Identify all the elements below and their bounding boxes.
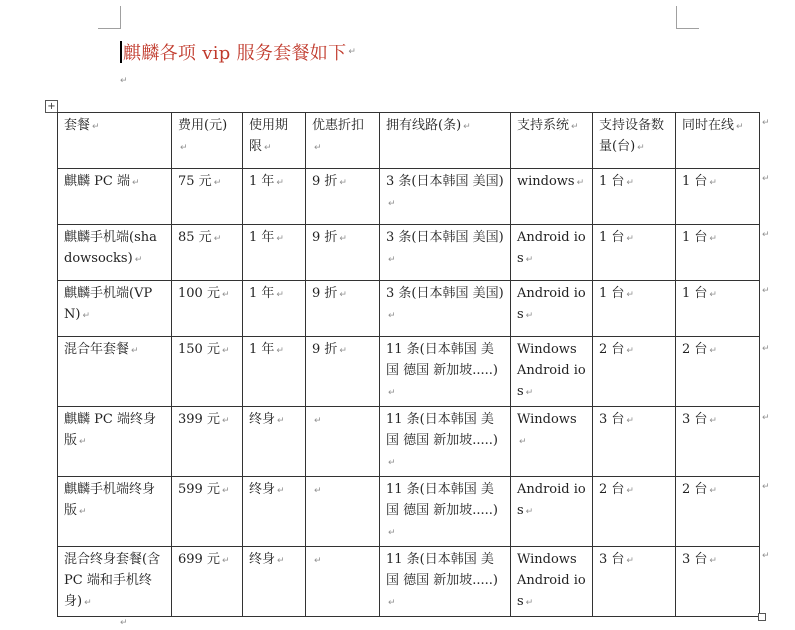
cell-mark-icon: ↵ (131, 346, 139, 356)
cell-mark-icon: ↵ (84, 598, 92, 608)
table-cell[interactable]: 麒麟手机端终身版 ↵ (58, 477, 172, 547)
table-cell[interactable]: 1 台 ↵ (593, 225, 676, 281)
cell-mark-icon: ↵ (221, 486, 230, 496)
header-cell[interactable]: 优惠折扣↵ (306, 113, 380, 169)
table-cell[interactable]: 100 元 ↵ (172, 281, 243, 337)
table-cell[interactable]: 9 折 ↵ (306, 225, 380, 281)
table-cell[interactable]: 11 条(日本韩国 美国 德国 新加坡.....)↵ (380, 407, 511, 477)
cell-mark-icon: ↵ (709, 290, 717, 300)
table-cell[interactable]: 699 元 ↵ (172, 547, 243, 617)
cell-mark-icon: ↵ (637, 143, 645, 153)
cell-mark-icon: ↵ (388, 458, 396, 468)
table-cell[interactable]: 3 台 ↵ (593, 547, 676, 617)
cell-mark-icon: ↵ (626, 290, 634, 300)
table-cell[interactable]: 9 折 ↵ (306, 337, 380, 407)
cell-mark-icon: ↵ (213, 178, 222, 188)
cell-mark-icon: ↵ (277, 486, 285, 496)
table-cell[interactable]: 1 台 ↵ (676, 169, 760, 225)
table-cell[interactable]: 1 年 ↵ (243, 337, 306, 407)
cell-mark-icon: ↵ (276, 178, 284, 188)
table-cell[interactable]: 1 年 ↵ (243, 169, 306, 225)
header-cell[interactable]: 套餐 ↵ (58, 113, 172, 169)
row-end-mark-icon: ↵ (762, 118, 770, 128)
row-end-mark-icon: ↵ (762, 413, 770, 423)
table-cell[interactable]: 150 元 ↵ (172, 337, 243, 407)
cell-mark-icon: ↵ (709, 556, 717, 566)
page-corner-mark-right (676, 6, 699, 29)
header-cell[interactable]: 支持系统 ↵ (511, 113, 593, 169)
cell-mark-icon: ↵ (525, 507, 534, 517)
cell-mark-icon: ↵ (626, 234, 634, 244)
table-header-row (58, 113, 760, 169)
table-cell[interactable]: 1 台 ↵ (593, 281, 676, 337)
table-row (58, 477, 760, 547)
table-cell[interactable]: 85 元 ↵ (172, 225, 243, 281)
table-cell[interactable]: 混合终身套餐(含 PC 端和手机终身) ↵ (58, 547, 172, 617)
row-end-mark-icon: ↵ (762, 286, 770, 296)
cell-mark-icon: ↵ (525, 598, 534, 608)
table-cell[interactable]: 11 条(日本韩国 美国 德国 新加坡.....)↵ (380, 547, 511, 617)
table-cell[interactable]: 3 台 ↵ (676, 547, 760, 617)
table-cell[interactable]: 75 元 ↵ (172, 169, 243, 225)
table-cell[interactable]: 9 折 ↵ (306, 169, 380, 225)
cell-mark-icon: ↵ (388, 598, 396, 608)
table-cell[interactable]: 终身 ↵ (243, 477, 306, 547)
cell-mark-icon: ↵ (339, 234, 347, 244)
table-cell[interactable]: 2 台 ↵ (676, 337, 760, 407)
cell-mark-icon: ↵ (221, 556, 230, 566)
table-cell[interactable]: 1 台 ↵ (593, 169, 676, 225)
table-cell[interactable]: 599 元 ↵ (172, 477, 243, 547)
table-cell[interactable]: 麒麟手机端(shadowsocks) ↵ (58, 225, 172, 281)
cell-mark-icon: ↵ (264, 143, 272, 153)
cell-mark-icon: ↵ (314, 416, 322, 426)
header-cell[interactable]: 拥有线路(条) ↵ (380, 113, 511, 169)
table-cell[interactable]: 2 台 ↵ (676, 477, 760, 547)
table-cell[interactable]: 3 条(日本韩国 美国)↵ (380, 225, 511, 281)
table-cell[interactable]: 3 条(日本韩国 美国)↵ (380, 281, 511, 337)
table-cell[interactable]: 麒麟手机端(VPN) ↵ (58, 281, 172, 337)
cell-mark-icon: ↵ (314, 486, 322, 496)
cell-mark-icon: ↵ (180, 143, 188, 153)
cell-mark-icon: ↵ (339, 346, 347, 356)
cell-mark-icon: ↵ (79, 437, 87, 447)
cell-mark-icon: ↵ (626, 178, 634, 188)
plans-table[interactable] (57, 112, 760, 617)
table-cell[interactable]: 3 台 ↵ (593, 407, 676, 477)
cell-mark-icon: ↵ (276, 234, 284, 244)
paragraph-mark-icon: ↵ (120, 76, 128, 86)
table-cell[interactable]: 2 台 ↵ (593, 477, 676, 547)
cell-mark-icon: ↵ (221, 290, 230, 300)
paragraph-mark-icon: ↵ (348, 47, 356, 57)
table-cell[interactable]: 399 元 ↵ (172, 407, 243, 477)
cell-mark-icon: ↵ (82, 311, 90, 321)
header-cell[interactable]: 使用期限 ↵ (243, 113, 306, 169)
cell-mark-icon: ↵ (339, 178, 347, 188)
table-cell[interactable] (306, 407, 380, 477)
table-cell[interactable]: Android ios ↵ (511, 281, 593, 337)
cell-mark-icon: ↵ (709, 486, 717, 496)
table-cell[interactable]: 麒麟 PC 端终身版 ↵ (58, 407, 172, 477)
row-end-mark-icon: ↵ (762, 344, 770, 354)
cell-mark-icon: ↵ (525, 388, 534, 398)
table-cell[interactable]: Windows Android ios ↵ (511, 547, 593, 617)
cell-mark-icon: ↵ (519, 437, 527, 447)
table-cell[interactable]: 1 年 ↵ (243, 281, 306, 337)
table-row (58, 225, 760, 281)
header-cell[interactable]: 费用(元)↵ (172, 113, 243, 169)
table-row (58, 169, 760, 225)
cell-mark-icon: ↵ (134, 255, 143, 265)
cell-mark-icon: ↵ (576, 178, 585, 188)
table-cell[interactable]: 2 台 ↵ (593, 337, 676, 407)
row-end-mark-icon: ↵ (762, 230, 770, 240)
cell-mark-icon: ↵ (388, 528, 396, 538)
row-end-mark-icon: ↵ (762, 482, 770, 492)
cell-mark-icon: ↵ (276, 290, 284, 300)
paragraph-mark-icon: ↵ (120, 618, 128, 628)
table-row (58, 547, 760, 617)
cell-mark-icon: ↵ (571, 122, 579, 132)
cell-mark-icon: ↵ (92, 122, 100, 132)
cell-mark-icon: ↵ (626, 556, 634, 566)
cell-mark-icon: ↵ (277, 416, 285, 426)
table-cell[interactable]: windows ↵ (511, 169, 593, 225)
cell-mark-icon: ↵ (736, 122, 744, 132)
cell-mark-icon: ↵ (221, 416, 230, 426)
table-move-handle-icon[interactable]: + (45, 100, 58, 113)
cell-mark-icon: ↵ (626, 416, 634, 426)
text-cursor (120, 41, 122, 63)
table-cell[interactable]: Android ios ↵ (511, 225, 593, 281)
cell-mark-icon: ↵ (626, 486, 634, 496)
table-cell[interactable]: 混合年套餐 ↵ (58, 337, 172, 407)
table-cell[interactable]: Windows↵ (511, 407, 593, 477)
cell-mark-icon: ↵ (525, 255, 534, 265)
cell-mark-icon: ↵ (709, 178, 717, 188)
table-cell[interactable]: 3 条(日本韩国 美国)↵ (380, 169, 511, 225)
table-cell[interactable] (306, 547, 380, 617)
table-cell[interactable]: 终身 ↵ (243, 407, 306, 477)
title-line[interactable] (120, 38, 356, 66)
table-cell[interactable]: 11 条(日本韩国 美国 德国 新加坡.....)↵ (380, 477, 511, 547)
table-cell[interactable]: Android ios ↵ (511, 477, 593, 547)
table-cell[interactable]: Windows Android ios ↵ (511, 337, 593, 407)
cell-mark-icon: ↵ (388, 311, 396, 321)
cell-mark-icon: ↵ (709, 346, 717, 356)
cell-mark-icon: ↵ (276, 346, 284, 356)
row-end-mark-icon: ↵ (762, 551, 770, 561)
cell-mark-icon: ↵ (709, 416, 717, 426)
table-cell[interactable]: 9 折 ↵ (306, 281, 380, 337)
cell-mark-icon: ↵ (221, 346, 230, 356)
cell-mark-icon: ↵ (213, 234, 222, 244)
page-corner-mark-left (98, 6, 121, 29)
table-cell[interactable]: 1 年 ↵ (243, 225, 306, 281)
table-row (58, 337, 760, 407)
table-cell[interactable]: 麒麟 PC 端 ↵ (58, 169, 172, 225)
cell-mark-icon: ↵ (388, 255, 396, 265)
cell-mark-icon: ↵ (277, 556, 285, 566)
table-cell[interactable]: 1 台 ↵ (676, 281, 760, 337)
cell-mark-icon: ↵ (131, 178, 140, 188)
cell-mark-icon: ↵ (709, 234, 717, 244)
table-cell[interactable]: 3 台 ↵ (676, 407, 760, 477)
cell-mark-icon: ↵ (388, 388, 396, 398)
cell-mark-icon: ↵ (525, 311, 534, 321)
cell-mark-icon: ↵ (463, 122, 471, 132)
table-resize-handle[interactable] (758, 613, 766, 621)
table-cell[interactable]: 11 条(日本韩国 美国 德国 新加坡.....)↵ (380, 337, 511, 407)
table-row (58, 407, 760, 477)
cell-mark-icon: ↵ (339, 290, 347, 300)
document-title[interactable]: 麒麟各项 vip 服务套餐如下 (123, 43, 347, 64)
cell-mark-icon: ↵ (314, 143, 322, 153)
table-row (58, 281, 760, 337)
cell-mark-icon: ↵ (626, 346, 634, 356)
header-cell[interactable]: 支持设备数量(台) ↵ (593, 113, 676, 169)
cell-mark-icon: ↵ (388, 199, 396, 209)
table-cell[interactable]: 终身 ↵ (243, 547, 306, 617)
table-cell[interactable]: 1 台 ↵ (676, 225, 760, 281)
cell-mark-icon: ↵ (79, 507, 87, 517)
table-cell[interactable] (306, 477, 380, 547)
cell-mark-icon: ↵ (314, 556, 322, 566)
row-end-mark-icon: ↵ (762, 174, 770, 184)
header-cell[interactable]: 同时在线 ↵ (676, 113, 760, 169)
